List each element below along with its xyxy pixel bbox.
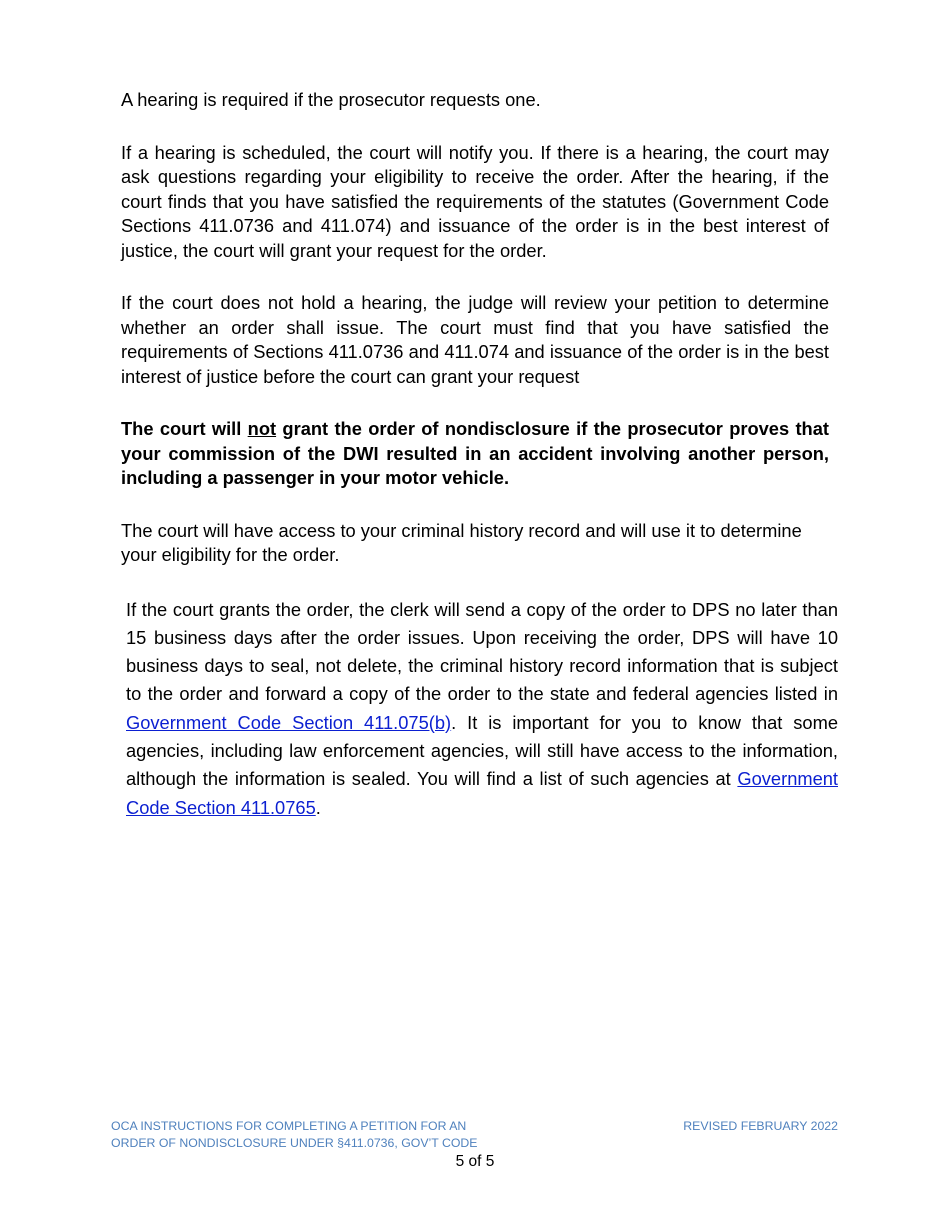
link-gov-code-411-0765[interactable]: Government Code Section 411.0765 — [126, 768, 838, 818]
footer-title-line-1: OCA INSTRUCTIONS FOR COMPLETING A PETITION FOR AN — [111, 1119, 467, 1133]
warning-emphasis-not: not — [247, 418, 277, 439]
order-granted-text-3: . — [315, 796, 321, 818]
warning-text-before: The court will — [121, 418, 248, 439]
page-number: 5 of 5 — [455, 1153, 495, 1170]
paragraph-no-hearing: If the court does not hold a hearing, the judge will review your petition to determine whether an order shall issue. The court must find that you have satisfied the requirements of Sections 411.0736 and 411.074 and issuance of the order is in the best interest of justice before the court can grant your request — [121, 292, 829, 387]
paragraph-hearing-required: A hearing is required if the prosecutor requests one. — [121, 89, 541, 110]
order-granted-text-1: If the court grants the order, the clerk will send a copy of the order to DPS no later than 15 business days after the order issues. Upon receiving the order, DPS will have 10 business days to seal, not delete, the criminal history record information that is subject to the order and forward a copy of the order to the state and federal agencies listed in — [126, 598, 838, 705]
warning-text-after: grant the order of nondisclosure if the prosecutor proves that your commission of the DWI resulted in an accident involving another person, including a passenger in your motor vehicle. — [121, 418, 829, 488]
footer-title-line-2: ORDER OF NONDISCLOSURE UNDER §411.0736, GOV’T CODE — [111, 1136, 478, 1150]
paragraph-hearing-scheduled: If a hearing is scheduled, the court will notify you. If there is a hearing, the court may ask questions regarding your eligibility to receive the order. After the hearing, if the court finds that you have satisfied the requirements of the statutes (Government Code Sections 411.0736 and 411.074) and issuance of the order is in the best interest of justice, the court will grant your request for the order. — [121, 141, 829, 261]
order-granted-text-2: . It is important for you to know that some agencies, including law enforcement agencies, will still have access to the information, although the information is sealed. You will find a list of such agencies at — [126, 711, 838, 790]
paragraph-order-granted — [126, 596, 838, 822]
paragraph-accident-warning — [121, 417, 829, 491]
footer-revision-date: REVISED FEBRUARY 2022 — [683, 1119, 838, 1133]
document-body — [121, 88, 838, 850]
paragraph-criminal-history-access: The court will have access to your criminal history record and will use it to determine your eligibility for the order. — [121, 519, 802, 565]
link-gov-code-411-075b[interactable]: Government Code Section 411.075(b) — [126, 711, 452, 733]
footer-document-title — [111, 1118, 478, 1152]
